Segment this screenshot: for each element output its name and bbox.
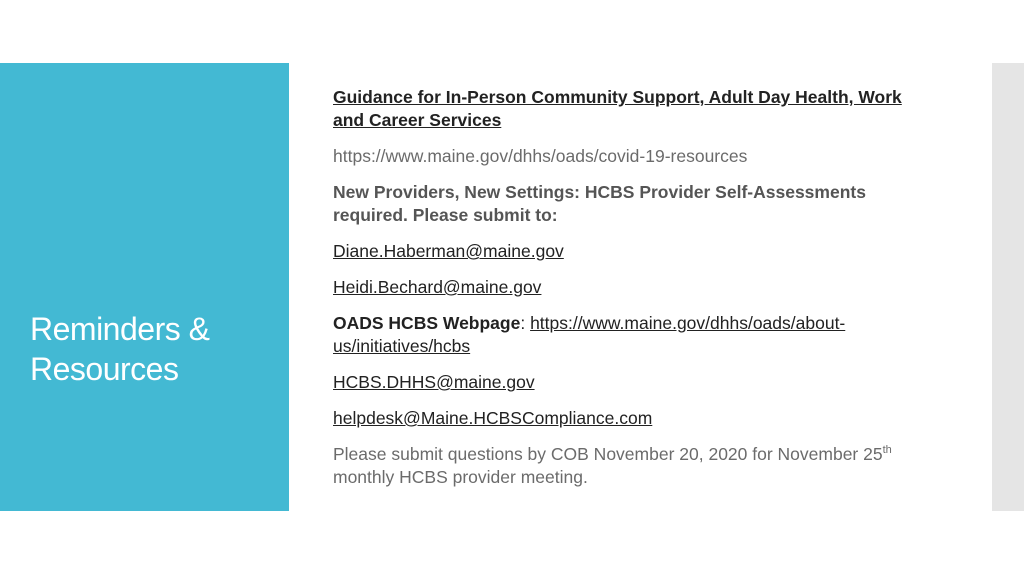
slide-title-line2: Resources xyxy=(30,351,179,387)
questions-note-sup: th xyxy=(882,444,892,457)
email-diane-link[interactable]: Diane.Haberman@maine.gov xyxy=(333,241,564,261)
email-helpdesk-link[interactable]: helpdesk@Maine.HCBSCompliance.com xyxy=(333,408,653,428)
hcbs-webpage-line xyxy=(333,312,933,358)
slide-title-line1: Reminders & xyxy=(30,311,210,347)
slide-title xyxy=(30,309,280,389)
questions-note xyxy=(333,443,933,489)
guidance-heading-link[interactable]: Guidance for In-Person Community Support, Adult Day Health, Work and Career Services xyxy=(333,87,902,130)
content-area xyxy=(333,86,933,502)
right-edge-strip xyxy=(992,63,1024,511)
questions-note-part2: monthly HCBS provider meeting. xyxy=(333,467,588,487)
covid-resources-url[interactable]: https://www.maine.gov/dhhs/oads/covid-19-resources xyxy=(333,146,748,166)
hcbs-webpage-label: OADS HCBS Webpage xyxy=(333,313,521,333)
hcbs-webpage-colon: : xyxy=(520,313,531,333)
new-providers-text: New Providers, New Settings: HCBS Provider Self-Assessments required. Please submit to: xyxy=(333,182,866,225)
email-heidi-link[interactable]: Heidi.Bechard@maine.gov xyxy=(333,277,542,297)
title-panel xyxy=(0,63,289,511)
questions-note-part1: Please submit questions by COB November 20, 2020 for November 25 xyxy=(333,444,883,464)
email-hcbs-dhhs-link[interactable]: HCBS.DHHS@maine.gov xyxy=(333,372,535,392)
hcbs-webpage-url[interactable]: https://www.maine.gov/dhhs/oads/about-us/initiatives/hcbs xyxy=(333,313,846,356)
